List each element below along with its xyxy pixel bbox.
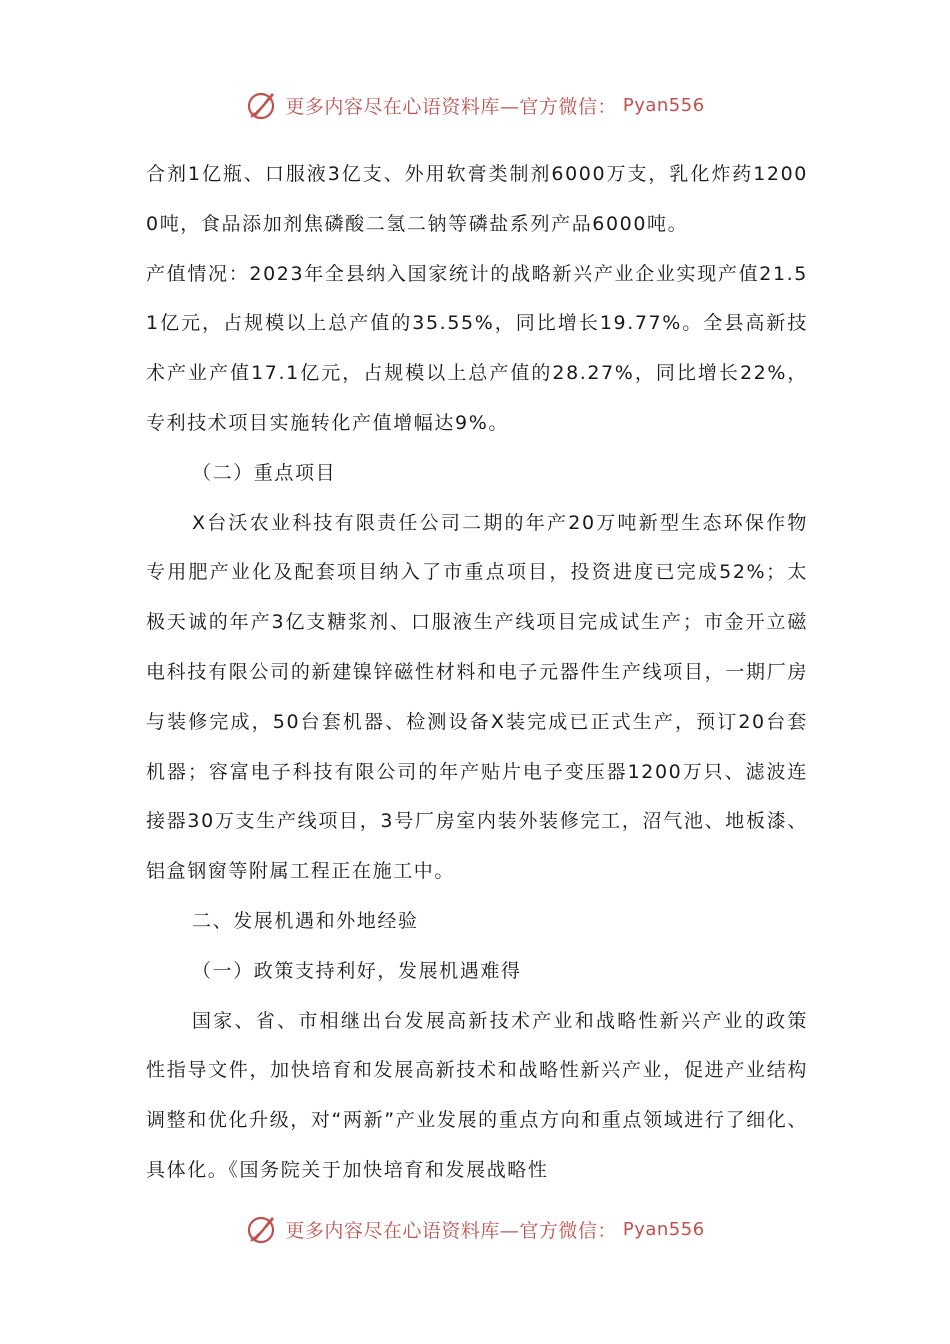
watermark-account: Pyan556 [622,94,705,116]
footer-watermark [0,1212,950,1246]
watermark-text: 更多内容尽在心语资料库—官方微信： [285,1219,617,1242]
paragraph-output-value: 产值情况：2023年全县纳入国家统计的战略新兴产业企业实现产值21.51亿元，占规模以上总产值的35.55%，同比增长19.77%。全县高新技术产业产值17.1亿元，占规模以上总产值的28.27%，同比增长22%，专利技术项目实施转化产值增幅达9%。 [146,262,808,434]
section-heading-opportunities: 二、发展机遇和外地经验 [192,909,419,932]
watermark-text: 更多内容尽在心语资料库—官方微信： [285,95,617,118]
paragraph-production-capacity: 合剂1亿瓶、口服液3亿支、外用软膏类制剂6000万支，乳化炸药12000吨，食品添加剂焦磷酸二氢二钠等磷盐系列产品6000吨。 [146,163,808,235]
quill-circle-icon [245,1212,279,1246]
header-watermark [0,88,950,122]
paragraph-key-projects: X台沃农业科技有限责任公司二期的年产20万吨新型生态环保作物专用肥产业化及配套项目纳入了市重点项目，投资进度已完成52%；太极天诚的年产3亿支糖浆剂、口服液生产线项目完成试生产；市金开立磁电科技有限公司的新建镍锌磁性材料和电子元器件生产线项目，一期厂房与装修完成，50台套机器、检测设备X装完成已正式生产，预订20台套机器；容富电子科技有限公司的年产贴片电子变压器1200万只、滤波连接器30万支生产线项目，3号厂房室内装外装修完工，沼气池、地板漆、铝盒钢窗等附属工程正在施工中。 [146,511,808,883]
section-heading-key-projects: （二）重点项目 [192,461,337,484]
watermark-account: Pyan556 [622,1218,705,1240]
subsection-heading-policy-support: （一）政策支持利好，发展机遇难得 [192,959,522,982]
quill-circle-icon [245,88,279,122]
document-body [146,150,808,1196]
paragraph-policy-support: 国家、省、市相继出台发展高新技术产业和战略性新兴产业的政策性指导文件，加快培育和发展高新技术和战略性新兴产业，促进产业结构调整和优化升级，对“两新”产业发展的重点方向和重点领域进行了细化、具体化。《国务院关于加快培育和发展战略性 [146,1009,808,1181]
